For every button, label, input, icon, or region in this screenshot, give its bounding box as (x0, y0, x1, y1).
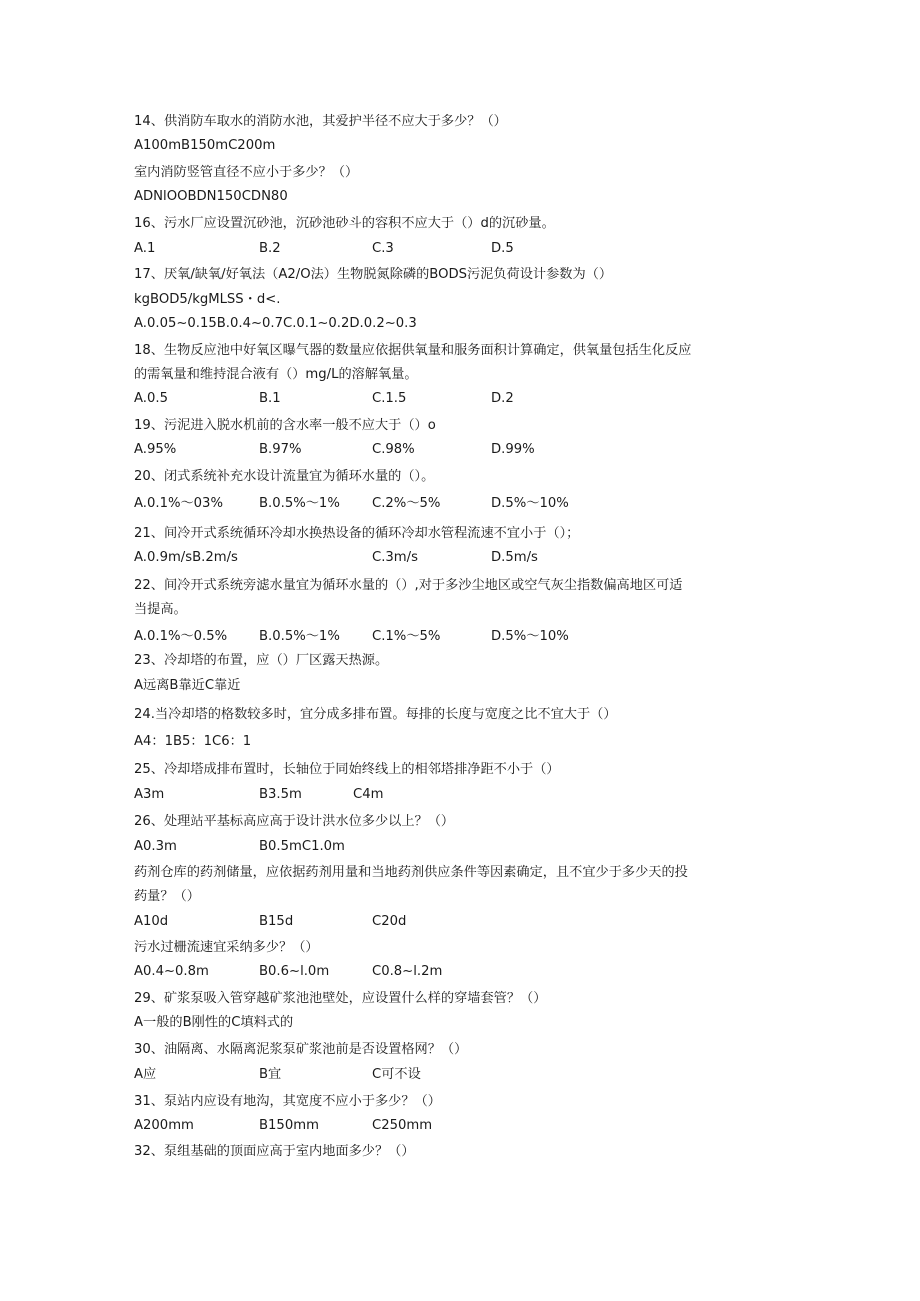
options-29: A一般的B刚性的C填料式的 (134, 1015, 294, 1030)
question-30: 30、油隔离、水隔离泥浆泵矿浆池前是否设置格网？（） (134, 1042, 468, 1057)
question-23: 23、冷却塔的布置，应（）厂区露天热源。 (134, 653, 389, 668)
question-14: 14、供消防车取水的消防水池，其爱护半径不应大于多少？（） (134, 114, 507, 129)
option-d: D.5%～10% (491, 629, 569, 644)
option-b: B3.5m (259, 787, 302, 802)
question-26: 26、处理站平基标高应高于设计洪水位多少以上？（） (134, 814, 455, 829)
option-c: C.98% (372, 442, 415, 457)
question-19: 19、污泥进入脱水机前的含水率一般不应大于（）o (134, 418, 436, 433)
question-20: 20、闭式系统补充水设计流量宜为循环水量的（）。 (134, 469, 435, 484)
option-d: D.5m/s (491, 550, 538, 565)
option-c: C.3 (372, 241, 394, 256)
option-a-b: A.0.9m/sB.2m/s (134, 550, 238, 565)
option-b: B.0.5%～1% (259, 629, 340, 644)
option-b: B.0.5%～1% (259, 496, 340, 511)
option-c: C0.8~l.2m (372, 964, 443, 979)
option-b: B150mm (259, 1118, 319, 1133)
question-24: 24.当冷却塔的格数较多时，宜分成多排布置。每排的长度与宽度之比不宜大于（） (134, 707, 617, 722)
option-a: A.0.1%～03% (134, 496, 223, 511)
option-b: B.1 (259, 391, 281, 406)
option-a: A0.4~0.8m (134, 964, 209, 979)
question-28: 污水过栅流速宜采纳多少？（） (134, 940, 319, 955)
options-28 (134, 963, 794, 981)
question-31: 31、泵站内应设有地沟，其宽度不应小于多少？（） (134, 1094, 441, 1109)
option-a: A0.3m (134, 839, 177, 854)
options-27 (134, 913, 794, 931)
options-18 (134, 390, 794, 408)
question-21: 21、间冷开式系统循环冷却水换热设备的循环冷却水管程流速不宜小于（）； (134, 526, 580, 541)
options-15: ADNlOOBDN150CDN80 (134, 189, 288, 204)
option-d: D.5%～10% (491, 496, 569, 511)
question-27-line-1: 药剂仓库的药剂储量，应依据药剂用量和当地药剂供应条件等因素确定，且不宜少于多少天的投 (134, 865, 688, 880)
options-14: A100mB150mC200m (134, 138, 276, 153)
option-b: B宜 (259, 1067, 282, 1082)
option-a: A.0.1%～0.5% (134, 629, 228, 644)
question-25: 25、冷却塔成排布置时，长轴位于同始终线上的相邻塔排净距不小于（） (134, 762, 560, 777)
option-a: A.1 (134, 241, 156, 256)
options-30 (134, 1066, 794, 1084)
option-b: B.97% (259, 442, 302, 457)
option-a: A10d (134, 914, 169, 929)
option-c: C可不设 (372, 1067, 421, 1082)
question-29: 29、矿浆泵吸入管穿越矿浆池池壁处，应设置什么样的穿墙套管？（） (134, 991, 547, 1006)
option-c: C250mm (372, 1118, 433, 1133)
question-22-line-1: 22、间冷开式系统旁滤水量宜为循环水量的（）,对于多沙尘地区或空气灰尘指数偏高地区可适 (134, 578, 683, 593)
question-27-line-2: 药量？（） (134, 889, 200, 904)
option-a: A3m (134, 787, 165, 802)
option-c: C4m (353, 787, 384, 802)
option-b: B15d (259, 914, 294, 929)
question-32: 32、泵组基础的顶面应高于室内地面多少？（） (134, 1144, 415, 1159)
option-d: D.5 (491, 241, 514, 256)
question-15: 室内消防竖管直径不应小于多少？（） (134, 165, 359, 180)
options-19 (134, 441, 794, 459)
option-d: D.2 (491, 391, 514, 406)
options-26 (134, 838, 794, 856)
option-a: A.0.5 (134, 391, 168, 406)
question-22-line-2: 当提高。 (134, 602, 187, 617)
options-20 (134, 495, 794, 513)
option-c: C.2%～5% (372, 496, 441, 511)
option-b: B.2 (259, 241, 281, 256)
options-31 (134, 1117, 794, 1135)
options-21 (134, 549, 794, 567)
options-23: A远离B靠近C靠近 (134, 678, 241, 693)
options-24: A4：1B5：1C6：1 (134, 734, 252, 749)
option-b: B0.6~l.0m (259, 964, 330, 979)
option-c: C.3m/s (372, 550, 418, 565)
question-18-line-1: 18、生物反应池中好氧区曝气器的数量应依据供氧量和服务面积计算确定，供氧量包括生化反应 (134, 343, 692, 358)
option-a: A应 (134, 1067, 157, 1082)
question-18-line-2: 的需氧量和维持混合液有（）mg/L的溶解氧量。 (134, 367, 418, 382)
options-16 (134, 240, 794, 258)
option-a: A.95% (134, 442, 177, 457)
option-b-c: B0.5mC1.0m (259, 839, 345, 854)
question-17-unit: kgBOD5/kgMLSS・d<. (134, 292, 281, 307)
option-c: C.1%～5% (372, 629, 441, 644)
option-d: D.99% (491, 442, 535, 457)
option-c: C.1.5 (372, 391, 407, 406)
options-17: A.0.05~0.15B.0.4~0.7C.0.1~0.2D.0.2~0.3 (134, 316, 417, 331)
question-17: 17、厌氧/缺氧/好氧法（A2/O法）生物脱氮除磷的BODS污泥负荷设计参数为（） (134, 267, 613, 282)
options-22 (134, 628, 794, 646)
option-a: A200mm (134, 1118, 194, 1133)
option-c: C20d (372, 914, 407, 929)
options-25 (134, 786, 794, 804)
question-16: 16、污水厂应设置沉砂池，沉砂池砂斗的容积不应大于（）d的沉砂量。 (134, 216, 555, 231)
